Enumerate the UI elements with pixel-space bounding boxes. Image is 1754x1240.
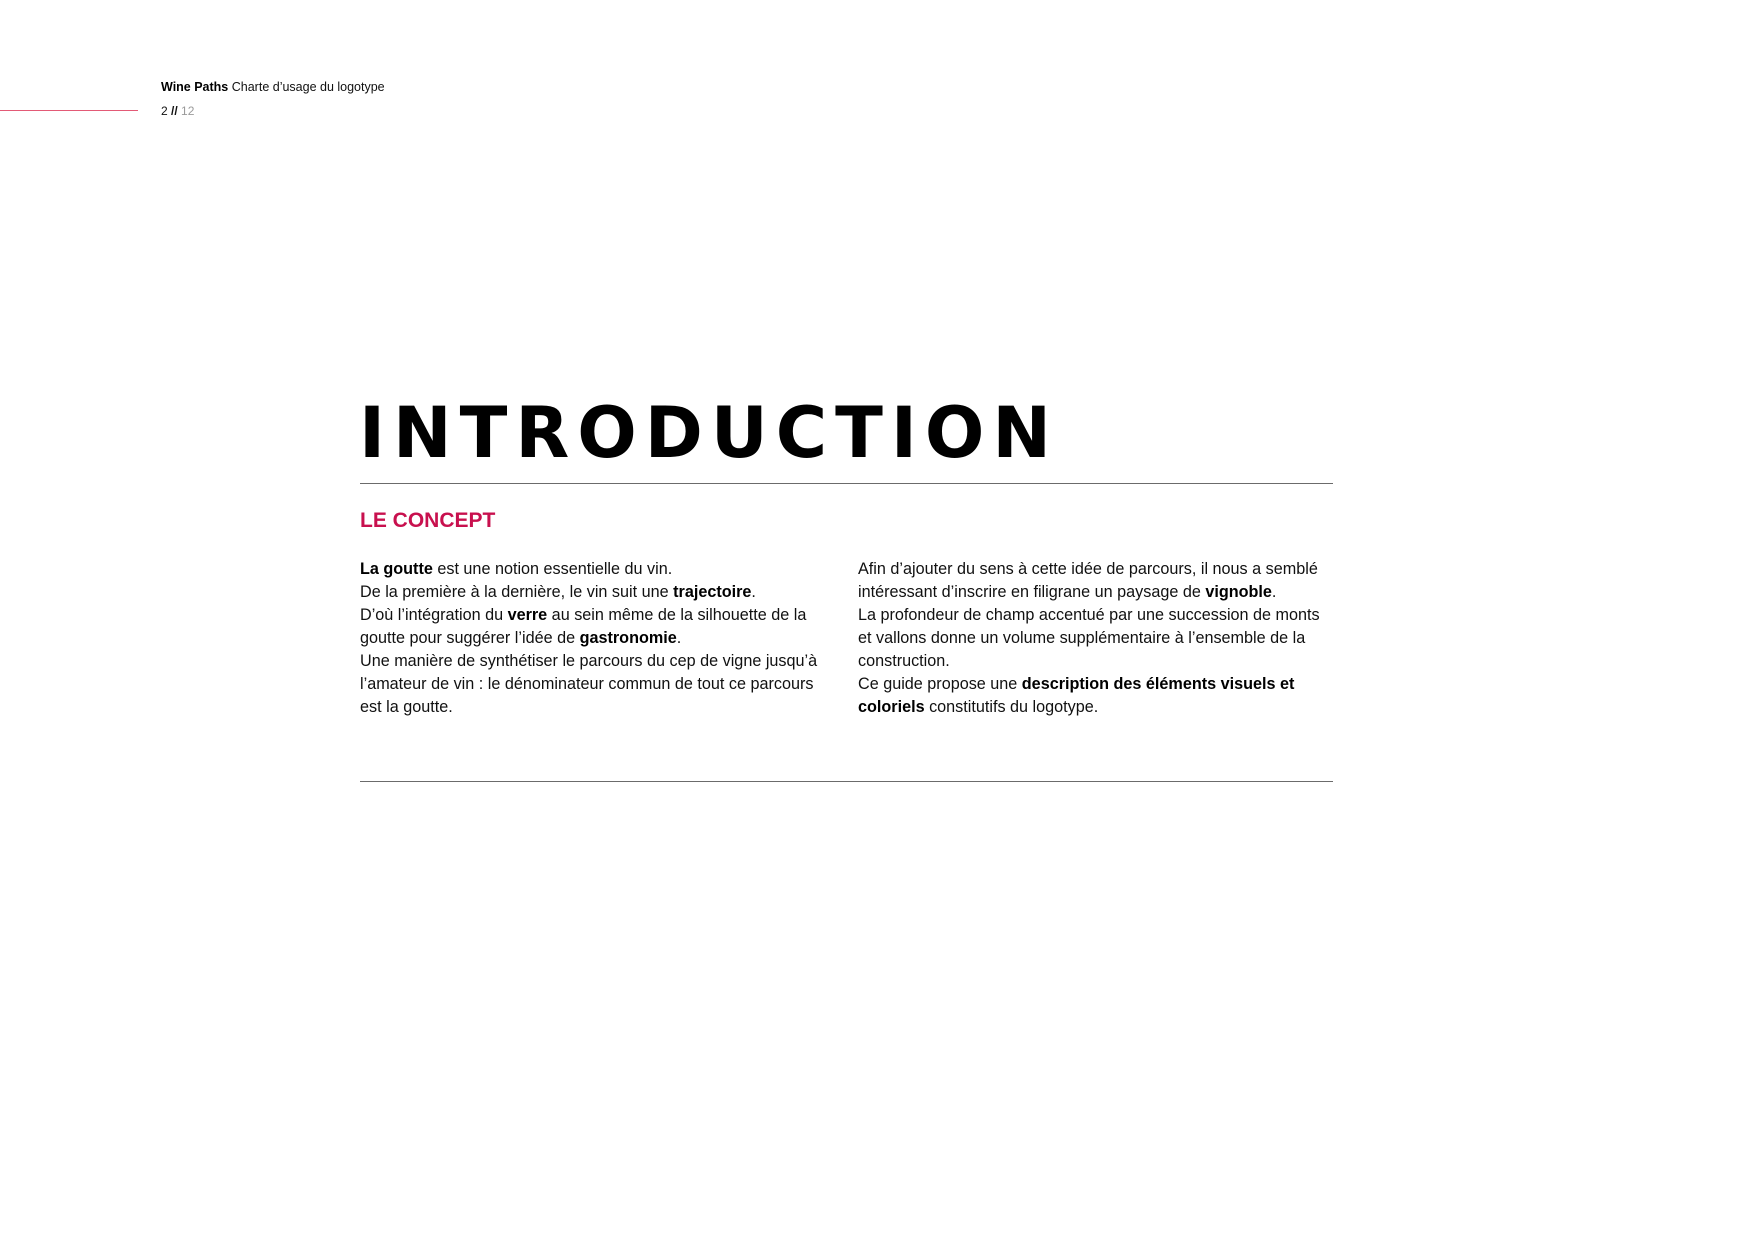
text: au sein même de la silhouette de la goutte pour suggérer l’idée de [360, 606, 807, 647]
paragraph [858, 558, 1328, 604]
page-total: 12 [181, 104, 195, 118]
paragraph [858, 604, 1328, 673]
document-title: Charte d’usage du logotype [231, 80, 385, 94]
emphasis: verre [507, 606, 548, 624]
emphasis: description des éléments visuels et coloriels [858, 675, 1295, 716]
text: . [1271, 583, 1277, 601]
paragraph [360, 581, 830, 604]
text: . [676, 629, 682, 647]
page-title: INTRODUCTION [359, 392, 1059, 474]
right-column [858, 558, 1328, 719]
text: De la première à la dernière, le vin suit une [360, 583, 674, 601]
page-number [161, 104, 194, 119]
emphasis: trajectoire [673, 583, 752, 601]
text: Afin d’ajouter du sens à cette idée de parcours, il nous a semblé intéressant d’inscrire en filigrane un paysage de [858, 560, 1318, 601]
left-column [360, 558, 830, 719]
brand-name: Wine Paths [161, 80, 229, 94]
paragraph [360, 604, 830, 650]
accent-rule [0, 110, 138, 111]
text: constitutifs du logotype. [924, 698, 1099, 716]
running-header [161, 80, 385, 95]
title-divider [360, 483, 1333, 484]
emphasis: La goutte [360, 560, 433, 578]
section-heading: LE CONCEPT [360, 509, 496, 532]
text: Ce guide propose une [858, 675, 1022, 693]
text: Une manière de synthétiser le parcours du cep de vigne jusqu’à l’amateur de vin : le dénominateur commun de tout ce parcours est la goutte. [360, 652, 818, 716]
content-divider [360, 781, 1333, 782]
page-separator: // [171, 104, 178, 118]
text: est une notion essentielle du vin. [432, 560, 673, 578]
emphasis: gastronomie [579, 629, 677, 647]
page-current: 2 [161, 104, 168, 118]
paragraph [858, 673, 1328, 719]
paragraph [360, 650, 830, 719]
paragraph [360, 558, 830, 581]
text: . [751, 583, 756, 601]
text: D’où l’intégration du [360, 606, 508, 624]
text: La profondeur de champ accentué par une succession de monts et vallons donne un volume supplémentaire à l’ensemble de la construction. [858, 606, 1320, 670]
emphasis: vignoble [1205, 583, 1272, 601]
